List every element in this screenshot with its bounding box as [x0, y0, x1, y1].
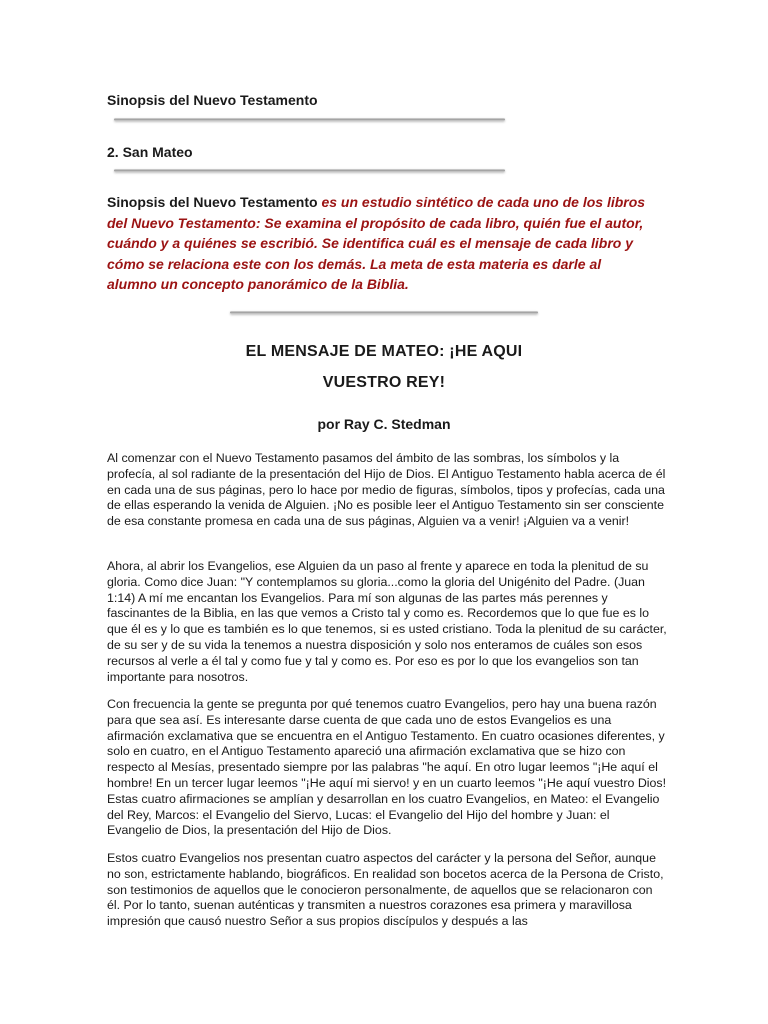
intro-description: es un estudio sintético de cada uno de los libros del Nuevo Testamento: Se examina el propósito de cada libro, quién fue el autor, cuándo y a quiénes se escribió. Se identifica cuál es el mensaje de cada libro y cómo se relaciona este con los demás. La meta de esta materia es darle al alumno un concepto panorámico de la Biblia.: [107, 194, 646, 292]
intro-paragraph: [107, 192, 647, 295]
article-author: por Ray C. Stedman: [317, 416, 451, 432]
divider-rule: [114, 118, 505, 121]
intro-lead: Sinopsis del Nuevo Testamento: [107, 194, 318, 210]
divider-rule: [114, 169, 505, 172]
body-paragraph: Ahora, al abrir los Evangelios, ese Alguien da un paso al frente y aparece en toda la plenitud de su gloria. Como dice Juan: "Y contemplamos su gloria...como la gloria del Unigénito del Padre. (Juan 1:14) A mí me encantan los Evangelios. Para mí son algunas de las partes más perennes y fascinantes de la Biblia, en las que vemos a Cristo tal y como es. Recordemos que lo que fue es lo que él es y lo que es también es lo que tenemos, si es usted cristiano. Toda la plenitud de su carácter, de su ser y de su vida la tenemos a nuestra disposición y solo nos enteramos de cuáles son esos recursos al verle a él tal y como fue y tal y como es. Por eso es por lo que los evangelios son tan importante para nosotros.: [107, 559, 667, 684]
body-paragraph: Estos cuatro Evangelios nos presentan cuatro aspectos del carácter y la persona del Señor, aunque no son, estrictamente hablando, biográficos. En realidad son bocetos acerca de la Persona de Cristo, son testimonios de aquellos que le conocieron personalmente, de aquellos que se relacionaron con él. Por lo tanto, suenan auténticas y transmiten a nuestros corazones esa primera y maravillosa impresión que causó nuestro Señor a sus propios discípulos y después a las: [107, 851, 664, 929]
series-title: Sinopsis del Nuevo Testamento: [107, 92, 318, 108]
book-title: 2. San Mateo: [107, 144, 193, 160]
article-title-line2: VUESTRO REY!: [322, 374, 446, 391]
body-paragraph: Con frecuencia la gente se pregunta por qué tenemos cuatro Evangelios, pero hay una buena razón para que sea así. Es interesante darse cuenta de que cada uno de estos Evangelios es una afirmación exclamativa que se encuentra en el Antiguo Testamento. En cuatro ocasiones diferentes, y solo en cuatro, en el Antiguo Testamento apareció una afirmación exclamativa que se hizo con respecto al Mesías, presentado siempre por las palabras "he aquí. En otro lugar leemos "¡He aquí el hombre! En un tercer lugar leemos "¡He aquí mi siervo! y en un cuarto leemos "¡He aquí vuestro Dios! Estas cuatro afirmaciones se amplían y desarrollan en los cuatro Evangelios, en Mateo: el Evangelio del Rey, Marcos: el Evangelio del Siervo, Lucas: el Evangelio del Hijo del hombre y Juan: el Evangelio de Dios, la presentación del Hijo de Dios.: [107, 697, 667, 838]
body-paragraph: Al comenzar con el Nuevo Testamento pasamos del ámbito de las sombras, los símbolos y la profecía, al sol radiante de la presentación del Hijo de Dios. El Antiguo Testamento habla acerca de él en cada una de sus páginas, pero lo hace por medio de figuras, símbolos, tipos y profecías, cada una de ellas esperando la venida de Alguien. ¡No es posible leer el Antiguo Testamento sin ser consciente de esa constante promesa en cada una de sus páginas, Alguien va a venir! ¡Alguien va a venir!: [107, 451, 666, 529]
divider-rule: [230, 311, 538, 314]
article-title-line1: EL MENSAJE DE MATEO: ¡HE AQUI: [245, 343, 523, 360]
